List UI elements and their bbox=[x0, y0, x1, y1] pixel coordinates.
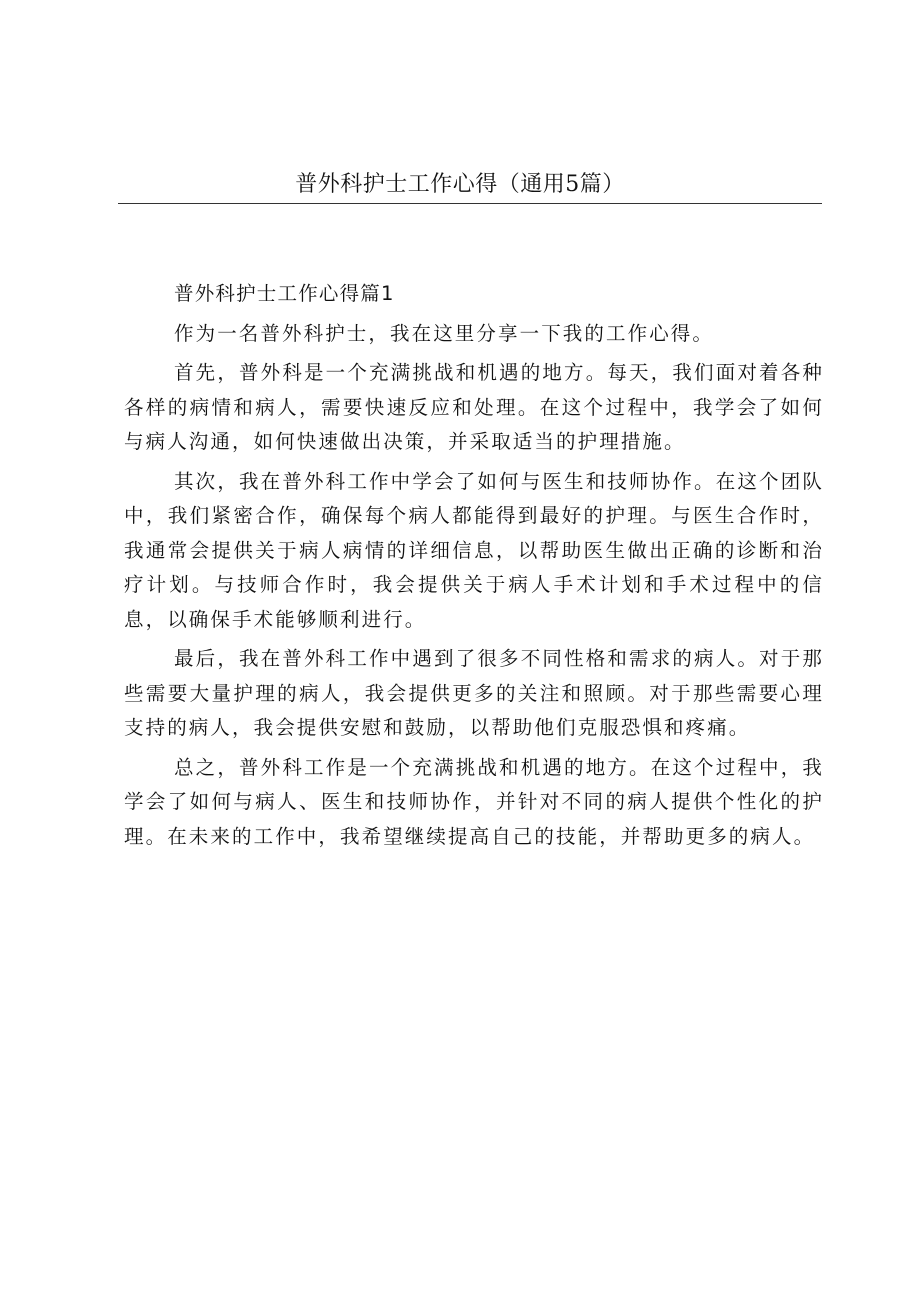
paragraph-first: 首先，普外科是一个充满挑战和机遇的地方。每天，我们面对着各种各样的病情和病人，需要快速反应和处理。在这个过程中，我学会了如何与病人沟通，如何快速做出决策，并采取适当的护理措施。 bbox=[124, 361, 824, 453]
paragraph-intro: 作为一名普外科护士，我在这里分享一下我的工作心得。 bbox=[174, 321, 715, 345]
paragraph-second: 其次，我在普外科工作中学会了如何与医生和技师协作。在这个团队中，我们紧密合作，确保每个病人都能得到最好的护理。与医生合作时，我通常会提供关于病人病情的详细信息，以帮助医生做出正确的诊断和治疗计划。与技师合作时，我会提供关于病人手术计划和手术过程中的信息，以确保手术能够顺利进行。 bbox=[124, 469, 824, 631]
section-heading: 普外科护士工作心得篇1 bbox=[174, 282, 395, 305]
paragraph-third: 最后，我在普外科工作中遇到了很多不同性格和需求的病人。对于那些需要大量护理的病人，我会提供更多的关注和照顾。对于那些需要心理支持的病人，我会提供安慰和鼓励，以帮助他们克服恐惧和疼痛。 bbox=[124, 647, 824, 739]
paragraph-conclusion: 总之，普外科工作是一个充满挑战和机遇的地方。在这个过程中，我学会了如何与病人、医生和技师协作，并针对不同的病人提供个性化的护理。在未来的工作中，我希望继续提高自己的技能，并帮助更多的病人。 bbox=[124, 755, 824, 848]
document-title: 普外科护士工作心得（通用5篇） bbox=[295, 172, 625, 197]
document-body bbox=[124, 277, 824, 859]
title-divider bbox=[118, 203, 822, 204]
